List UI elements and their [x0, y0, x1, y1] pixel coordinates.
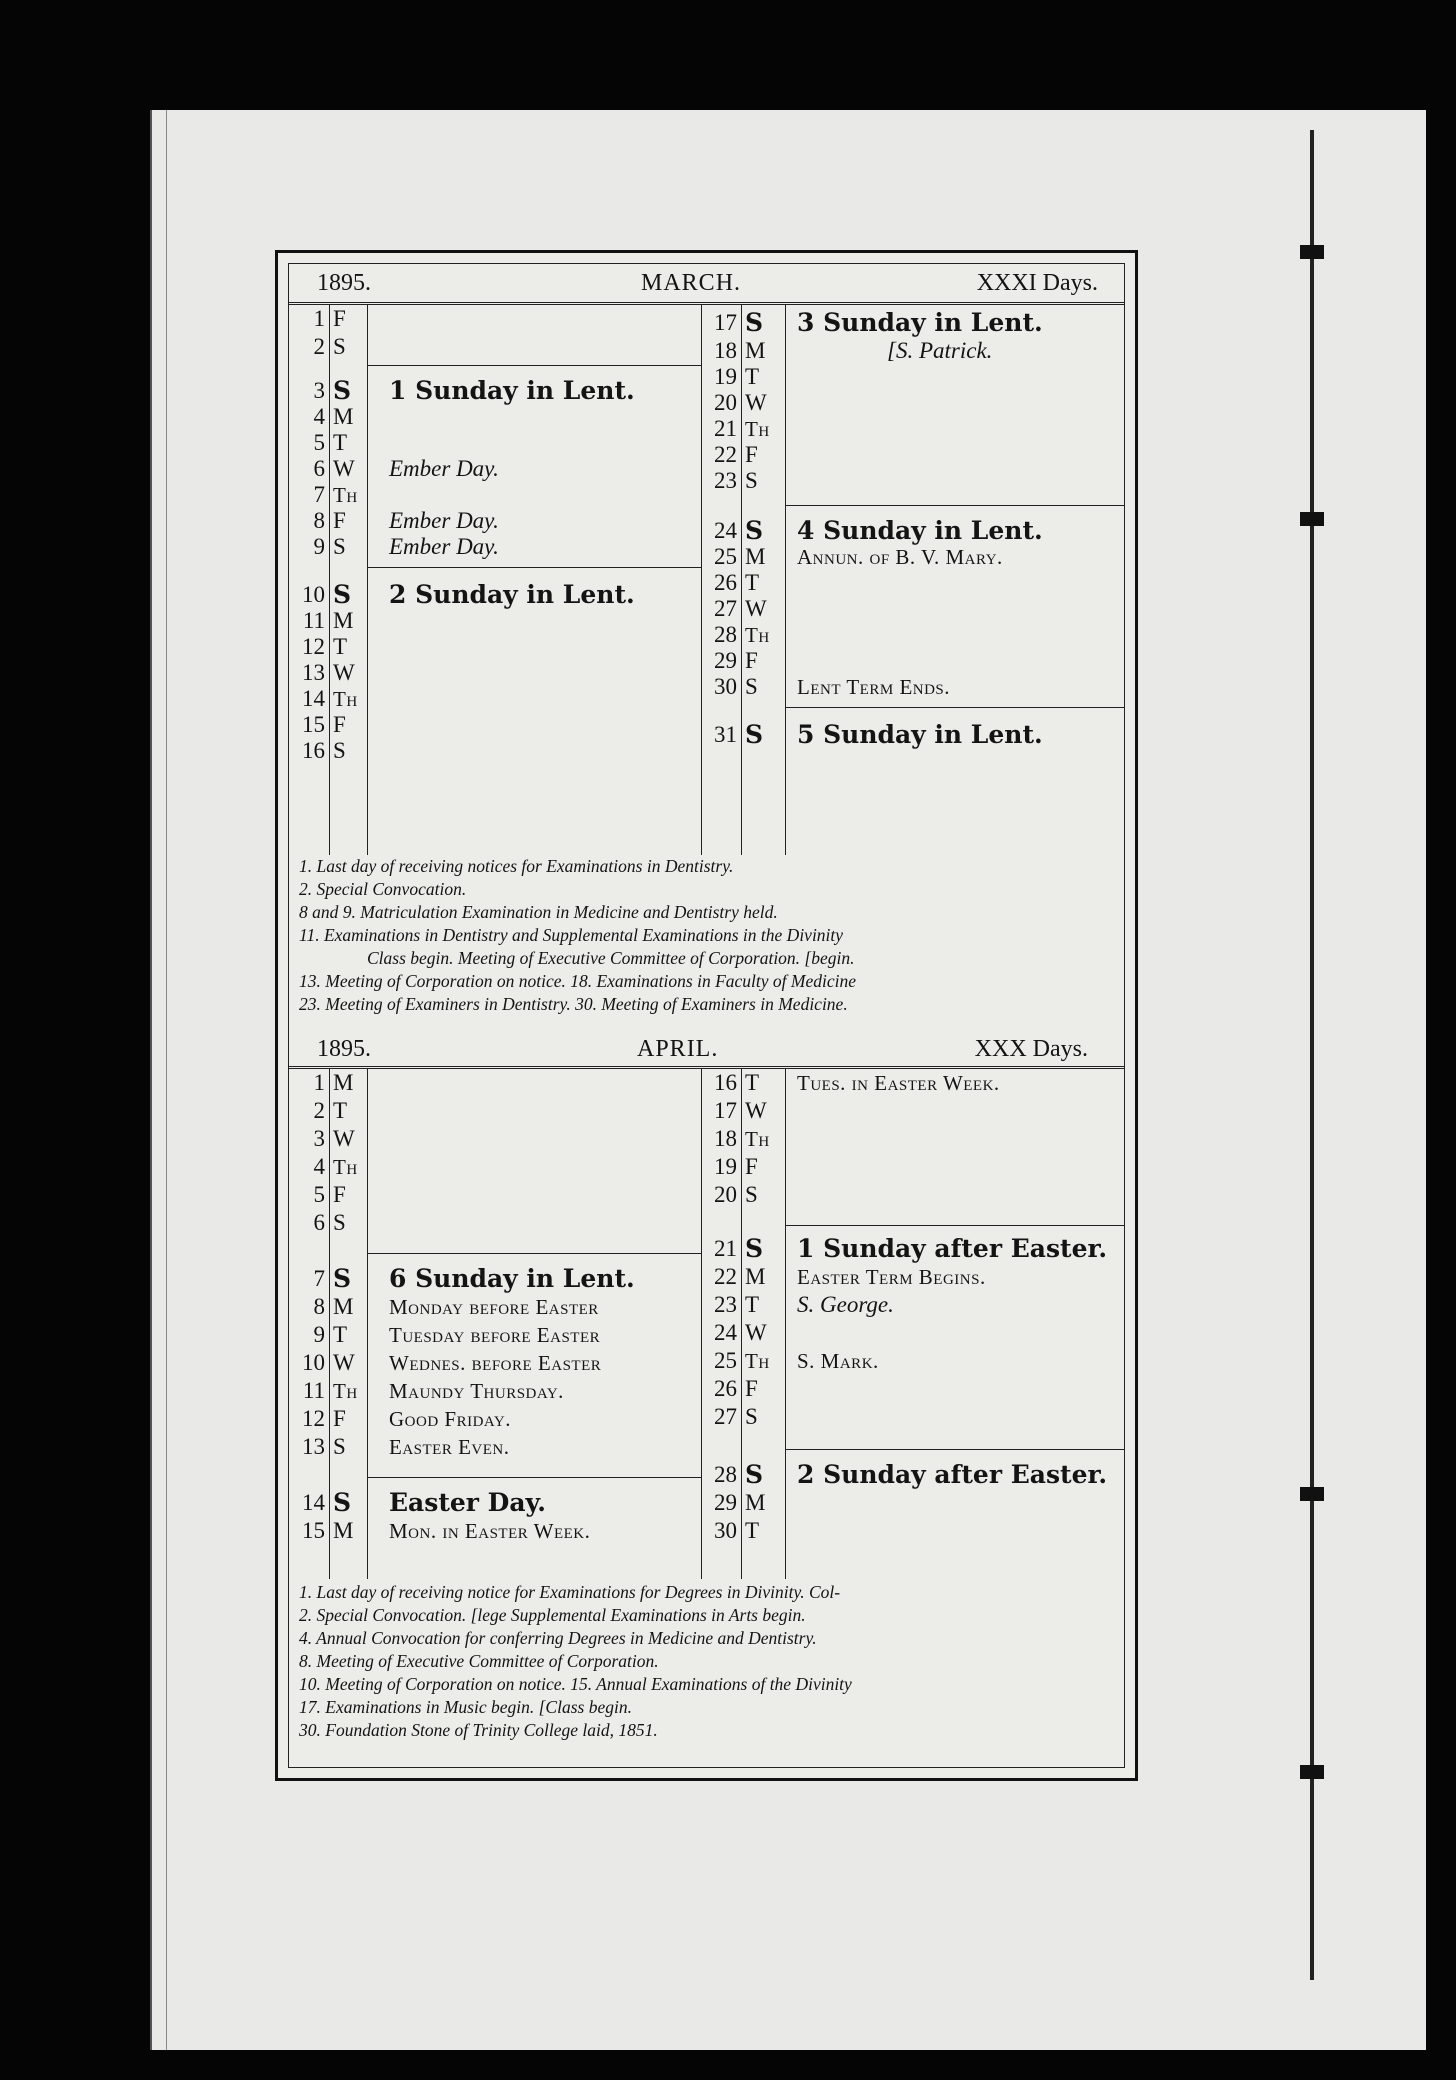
april-notes: [289, 1582, 1124, 1752]
weekday: W: [333, 1350, 355, 1375]
march-right-day-row: [289, 647, 1124, 675]
april-right-day-row: [289, 1319, 1124, 1347]
april-note: 30. Foundation Stone of Trinity College laid, 1851.: [299, 1720, 658, 1740]
march-calendar-grid: [289, 302, 1124, 855]
week-separator: [367, 365, 701, 366]
march-days-label: XXXI Days.: [976, 270, 1098, 296]
weekday: F: [333, 1406, 346, 1431]
weekday: Th: [745, 1127, 770, 1151]
day-number: 14: [302, 686, 325, 711]
day-number: 30: [714, 1518, 737, 1543]
weekday: F: [333, 712, 346, 737]
day-number: 6: [313, 1210, 325, 1235]
april-note: 8. Meeting of Executive Committee of Corporation.: [299, 1651, 659, 1671]
week-separator: [367, 1477, 701, 1478]
april-right-day-row: [289, 1291, 1124, 1319]
april-right-day-row: [289, 1181, 1124, 1209]
weekday: S: [333, 1210, 346, 1235]
day-number: 20: [714, 1182, 737, 1207]
day-number: 28: [714, 622, 737, 647]
day-number: 24: [714, 1320, 737, 1345]
event-label: Easter Day.: [389, 1488, 546, 1517]
event-label: Ember Day.: [389, 508, 499, 533]
event-label: Monday before Easter: [389, 1295, 599, 1319]
day-number: 30: [714, 674, 737, 699]
weekday: M: [745, 1490, 766, 1515]
march-note: 2. Special Convocation.: [299, 879, 467, 899]
march-note: 13. Meeting of Corporation on notice. 18. Examinations in Faculty of Medicine: [299, 971, 856, 991]
day-number: 28: [714, 1462, 737, 1487]
day-number: 27: [714, 596, 737, 621]
week-separator: [785, 1225, 1124, 1226]
april-left-day-row: [289, 1209, 1124, 1237]
weekday: W: [745, 390, 767, 415]
day-number: 10: [302, 582, 325, 607]
event-label: Easter Term Begins.: [797, 1265, 986, 1289]
day-number: 20: [714, 390, 737, 415]
event-label: Ember Day.: [389, 456, 499, 481]
event-label: Ember Day.: [389, 534, 499, 559]
march-year: 1895.: [317, 270, 371, 296]
april-right-day-row: [289, 1461, 1124, 1489]
binding-clip: [1300, 245, 1324, 259]
april-right-day-row: [289, 1375, 1124, 1403]
week-separator: [367, 1253, 701, 1254]
march-right-day-row: [289, 673, 1124, 701]
april-note: 1. Last day of receiving notice for Examinations for Degrees in Divinity. Col-: [299, 1582, 841, 1602]
binding-clip: [1300, 1487, 1324, 1501]
weekday: S: [745, 720, 764, 749]
binding-clip: [1300, 1765, 1324, 1779]
weekday: M: [333, 608, 354, 633]
day-number: 7: [313, 482, 325, 507]
weekday: F: [333, 306, 346, 331]
weekday: Th: [333, 483, 358, 507]
day-number: 13: [302, 1434, 325, 1459]
april-month: APRIL.: [637, 1036, 719, 1062]
march-right-day-row: [289, 517, 1124, 545]
april-right-day-row: [289, 1125, 1124, 1153]
weekday: Th: [333, 687, 358, 711]
event-label: Maundy Thursday.: [389, 1379, 564, 1403]
weekday: T: [745, 1292, 760, 1317]
event-label: Tues. in Easter Week.: [797, 1071, 1000, 1095]
weekday: S: [745, 674, 758, 699]
event-label: S. Mark.: [797, 1349, 879, 1373]
march-right-day-row: [289, 621, 1124, 649]
weekday: W: [333, 1126, 355, 1151]
day-number: 5: [313, 1182, 325, 1207]
scan-border: [1426, 110, 1456, 2050]
april-right-day-row: [289, 1069, 1124, 1097]
weekday: M: [333, 1070, 354, 1095]
day-number: 17: [714, 1098, 737, 1123]
day-number: 14: [302, 1490, 325, 1515]
day-number: 9: [313, 534, 325, 559]
weekday: S: [333, 1264, 352, 1293]
weekday: T: [745, 1518, 760, 1543]
day-number: 8: [313, 508, 325, 533]
march-right-day-row: [289, 467, 1124, 495]
weekday: M: [333, 1518, 354, 1543]
weekday: M: [745, 544, 766, 569]
march-right-day-row: [289, 595, 1124, 623]
day-number: 16: [302, 738, 325, 763]
event-label: 3 Sunday in Lent.: [797, 308, 1043, 337]
week-separator: [785, 1449, 1124, 1450]
weekday: S: [333, 580, 352, 609]
weekday: S: [333, 1488, 352, 1517]
weekday: W: [333, 456, 355, 481]
weekday: Th: [745, 417, 770, 441]
day-number: 19: [714, 1154, 737, 1179]
weekday: S: [745, 1404, 758, 1429]
event-label: S. George.: [797, 1292, 894, 1317]
day-number: 27: [714, 1404, 737, 1429]
weekday: T: [333, 634, 348, 659]
april-days-label: XXX Days.: [974, 1036, 1088, 1062]
weekday: S: [745, 468, 758, 493]
april-note: 4. Annual Convocation for conferring Degrees in Medicine and Dentistry.: [299, 1628, 817, 1648]
event-label: Mon. in Easter Week.: [389, 1519, 591, 1543]
day-number: 26: [714, 570, 737, 595]
weekday: T: [333, 1322, 348, 1347]
april-left-day-row: [289, 1433, 1124, 1461]
weekday: S: [333, 334, 346, 359]
weekday: F: [745, 442, 758, 467]
weekday: T: [333, 1098, 348, 1123]
day-number: 1: [313, 1070, 325, 1095]
weekday: Th: [745, 623, 770, 647]
day-number: 23: [714, 468, 737, 493]
day-number: 11: [302, 608, 325, 633]
weekday: S: [745, 1182, 758, 1207]
april-header: [289, 1030, 1124, 1068]
event-label: Tuesday before Easter: [389, 1323, 601, 1347]
day-number: 3: [313, 1126, 325, 1151]
weekday: M: [745, 338, 766, 363]
day-number: 4: [313, 1154, 325, 1179]
almanac-frame: [275, 250, 1138, 1781]
binding-clip: [1300, 512, 1324, 526]
day-number: 31: [714, 722, 737, 747]
day-number: 17: [714, 310, 737, 335]
day-number: 11: [302, 1378, 325, 1403]
day-number: 13: [302, 660, 325, 685]
march-right-day-row: [289, 337, 1124, 365]
day-number: 22: [714, 1264, 737, 1289]
event-label: Lent Term Ends.: [797, 675, 951, 699]
day-number: 7: [313, 1266, 325, 1291]
weekday: Th: [333, 1155, 358, 1179]
event-label: 1 Sunday after Easter.: [797, 1234, 1108, 1263]
weekday: Th: [745, 1349, 770, 1373]
week-separator: [785, 707, 1124, 708]
week-separator: [367, 567, 701, 568]
weekday: S: [745, 1234, 764, 1263]
weekday: T: [333, 430, 348, 455]
day-number: 9: [313, 1322, 325, 1347]
day-number: 8: [313, 1294, 325, 1319]
event-label: 5 Sunday in Lent.: [797, 720, 1043, 749]
april-note: 17. Examinations in Music begin. [Class begin.: [299, 1697, 632, 1717]
event-label: [S. Patrick.: [887, 338, 993, 363]
day-number: 22: [714, 442, 737, 467]
day-number: 16: [714, 1070, 737, 1095]
weekday: M: [745, 1264, 766, 1289]
day-number: 3: [313, 378, 325, 403]
march-note: 23. Meeting of Examiners in Dentistry. 30. Meeting of Examiners in Medicine.: [299, 994, 848, 1014]
event-label: 4 Sunday in Lent.: [797, 516, 1043, 545]
weekday: F: [745, 648, 758, 673]
event-label: 2 Sunday in Lent.: [389, 580, 635, 609]
weekday: M: [333, 404, 354, 429]
day-number: 25: [714, 544, 737, 569]
weekday: S: [333, 534, 346, 559]
april-right-day-row: [289, 1097, 1124, 1125]
weekday: W: [333, 660, 355, 685]
weekday: S: [333, 1434, 346, 1459]
page-edge: [150, 110, 167, 2050]
march-note: 11. Examinations in Dentistry and Supplemental Examinations in the Divinity: [299, 925, 844, 945]
day-number: 21: [714, 416, 737, 441]
weekday: S: [745, 516, 764, 545]
event-label: Easter Even.: [389, 1435, 510, 1459]
day-number: 12: [302, 634, 325, 659]
day-number: 2: [313, 1098, 325, 1123]
april-note: 2. Special Convocation. [lege Supplemental Examinations in Arts begin.: [299, 1605, 806, 1625]
weekday: S: [745, 1460, 764, 1489]
day-number: 18: [714, 338, 737, 363]
day-number: 26: [714, 1376, 737, 1401]
march-note: Class begin. Meeting of Executive Committee of Corporation. [begin.: [367, 948, 855, 968]
day-number: 10: [302, 1350, 325, 1375]
april-right-day-row: [289, 1517, 1124, 1545]
march-right-day-row: [289, 441, 1124, 469]
weekday: S: [333, 376, 352, 405]
event-label: 1 Sunday in Lent.: [389, 376, 635, 405]
april-right-day-row: [289, 1347, 1124, 1375]
day-number: 24: [714, 518, 737, 543]
event-label: 2 Sunday after Easter.: [797, 1460, 1108, 1489]
march-note: 1. Last day of receiving notices for Examinations in Dentistry.: [299, 856, 734, 876]
day-number: 23: [714, 1292, 737, 1317]
day-number: 25: [714, 1348, 737, 1373]
weekday: F: [745, 1376, 758, 1401]
weekday: T: [745, 1070, 760, 1095]
week-separator: [785, 505, 1124, 506]
event-label: Annun. of B. V. Mary.: [797, 545, 1003, 569]
weekday: F: [333, 508, 346, 533]
day-number: 12: [302, 1406, 325, 1431]
weekday: M: [333, 1294, 354, 1319]
day-number: 19: [714, 364, 737, 389]
weekday: T: [745, 570, 760, 595]
weekday: W: [745, 1320, 767, 1345]
day-number: 4: [313, 404, 325, 429]
event-label: Wednes. before Easter: [389, 1351, 602, 1375]
march-right-day-row: [289, 415, 1124, 443]
weekday: F: [745, 1154, 758, 1179]
day-number: 21: [714, 1236, 737, 1261]
weekday: T: [745, 364, 760, 389]
day-number: 29: [714, 1490, 737, 1515]
almanac-inner-border: [288, 263, 1125, 1768]
day-number: 5: [313, 430, 325, 455]
day-number: 29: [714, 648, 737, 673]
march-right-day-row: [289, 309, 1124, 337]
april-right-day-row: [289, 1403, 1124, 1431]
march-note: 8 and 9. Matriculation Examination in Medicine and Dentistry held.: [299, 902, 778, 922]
march-right-day-row: [289, 569, 1124, 597]
weekday: F: [333, 1182, 346, 1207]
march-right-day-row: [289, 389, 1124, 417]
weekday: W: [745, 596, 767, 621]
weekday: Th: [333, 1379, 358, 1403]
april-right-day-row: [289, 1153, 1124, 1181]
march-right-day-row: [289, 363, 1124, 391]
april-right-day-row: [289, 1263, 1124, 1291]
march-notes: [289, 856, 1124, 1026]
event-label: 6 Sunday in Lent.: [389, 1264, 635, 1293]
march-month: MARCH.: [641, 270, 742, 296]
march-right-day-row: [289, 721, 1124, 749]
april-calendar-grid: [289, 1066, 1124, 1579]
april-right-day-row: [289, 1235, 1124, 1263]
weekday: S: [333, 738, 346, 763]
binding-fold: [1310, 130, 1314, 1980]
weekday: W: [745, 1098, 767, 1123]
march-header: [289, 264, 1124, 302]
day-number: 1: [313, 306, 325, 331]
april-year: 1895.: [317, 1036, 371, 1062]
day-number: 15: [302, 1518, 325, 1543]
day-number: 2: [313, 334, 325, 359]
day-number: 15: [302, 712, 325, 737]
april-right-day-row: [289, 1489, 1124, 1517]
day-number: 6: [313, 456, 325, 481]
weekday: S: [745, 308, 764, 337]
day-number: 18: [714, 1126, 737, 1151]
april-note: 10. Meeting of Corporation on notice. 15. Annual Examinations of the Divinity: [299, 1674, 852, 1694]
event-label: Good Friday.: [389, 1407, 511, 1431]
